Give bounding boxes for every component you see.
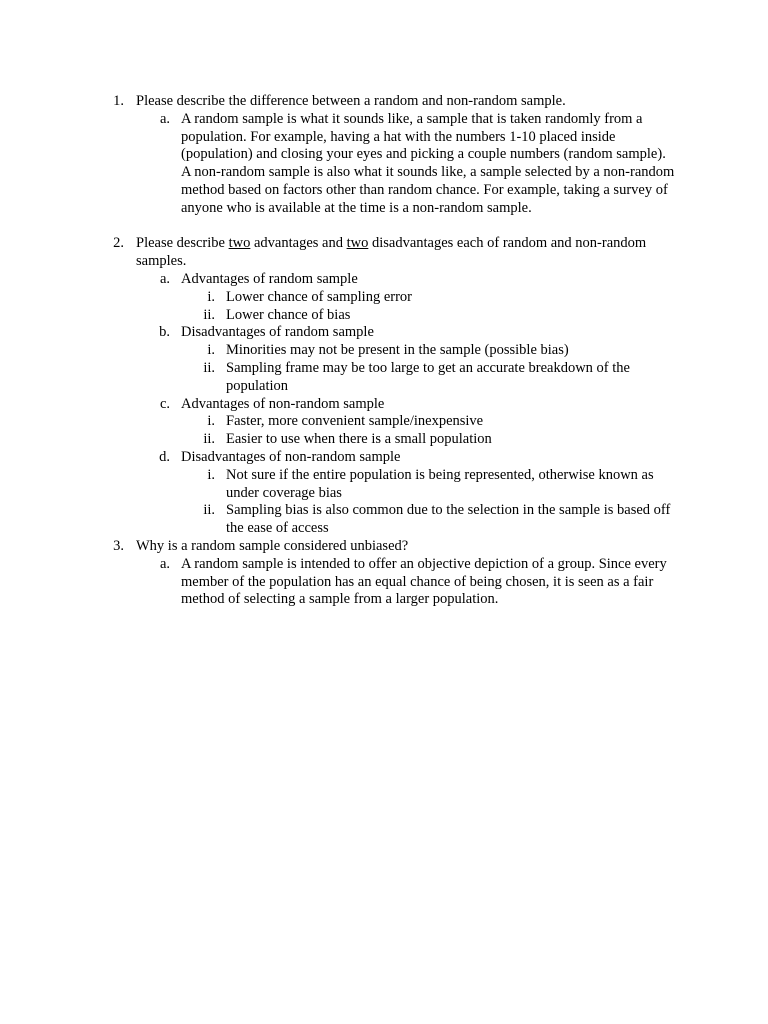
question-text-part: disadvantages each of random and non-random samples.	[136, 235, 647, 270]
section-marker: b.	[159, 324, 170, 341]
section-marker: c.	[159, 395, 170, 412]
item-marker: ii.	[203, 502, 215, 519]
answer-marker: a.	[159, 110, 170, 127]
answer-1a	[0, 111, 768, 218]
item-text: Sampling frame may be too large to get an accurate breakdown of the population	[226, 359, 630, 394]
list-item	[0, 502, 768, 538]
question-2	[0, 235, 768, 271]
item-text: Sampling bias is also common due to the selection in the sample is based off the ease of access	[226, 502, 671, 537]
list-item	[0, 413, 768, 431]
question-1	[0, 93, 768, 111]
item-marker: ii.	[203, 306, 215, 323]
document-page	[0, 93, 768, 609]
item-text: Faster, more convenient sample/inexpensive	[226, 413, 484, 430]
section-heading	[0, 271, 768, 289]
underlined-word: two	[228, 235, 251, 252]
list-item	[0, 307, 768, 325]
section-title: Advantages of random sample	[181, 270, 358, 287]
item-marker: i.	[207, 342, 215, 359]
question-text: Please describe the difference between a random and non-random sample.	[136, 93, 566, 109]
item-text: Not sure if the entire population is being represented, otherwise known as under coverage bias	[226, 466, 654, 501]
answer-text: A random sample is what it sounds like, a sample that is taken randomly from a population. For example, having a hat with the numbers 1-10 placed inside (population) and closing your eyes and picking a couple numbers (random sample). A non-random sample is also what it sounds like, a sample selected by a non-random method based on factors other than random chance. For example, taking a survey of anyone who is available at the time is a non-random sample.	[181, 110, 675, 216]
question-number: 2.	[113, 235, 124, 252]
list-item	[0, 342, 768, 360]
answer-3a	[0, 556, 768, 609]
section-title: Disadvantages of random sample	[181, 324, 374, 341]
item-marker: i.	[207, 413, 215, 430]
item-text: Lower chance of bias	[226, 306, 351, 323]
list-item	[0, 289, 768, 307]
item-text: Lower chance of sampling error	[226, 288, 413, 305]
item-marker: ii.	[203, 431, 215, 448]
spacer	[0, 218, 768, 236]
question-3	[0, 538, 768, 556]
section-heading	[0, 449, 768, 467]
section-heading	[0, 396, 768, 414]
list-item	[0, 431, 768, 449]
section-title: Disadvantages of non-random sample	[181, 448, 401, 465]
question-text: Why is a random sample considered unbiased?	[136, 537, 409, 554]
item-marker: i.	[207, 466, 215, 483]
list-item	[0, 467, 768, 503]
item-marker: ii.	[203, 359, 215, 376]
question-number: 1.	[113, 93, 124, 109]
question-text-part: advantages and	[250, 235, 347, 252]
question-text	[136, 235, 676, 271]
underlined-word: two	[346, 235, 369, 252]
item-text: Easier to use when there is a small population	[226, 431, 492, 448]
section-heading	[0, 324, 768, 342]
item-text: Minorities may not be present in the sample (possible bias)	[226, 342, 569, 359]
question-number: 3.	[113, 537, 124, 554]
section-marker: d.	[159, 448, 170, 465]
question-text-part: Please describe	[136, 235, 229, 252]
answer-text: A random sample is intended to offer an objective depiction of a group. Since every member of the population has an equal chance of being chosen, it is seen as a fair method of selecting a sample from a larger population.	[181, 555, 667, 608]
section-title: Advantages of non-random sample	[181, 395, 385, 412]
section-marker: a.	[159, 270, 170, 287]
answer-marker: a.	[159, 555, 170, 572]
list-item	[0, 360, 768, 396]
item-marker: i.	[207, 288, 215, 305]
